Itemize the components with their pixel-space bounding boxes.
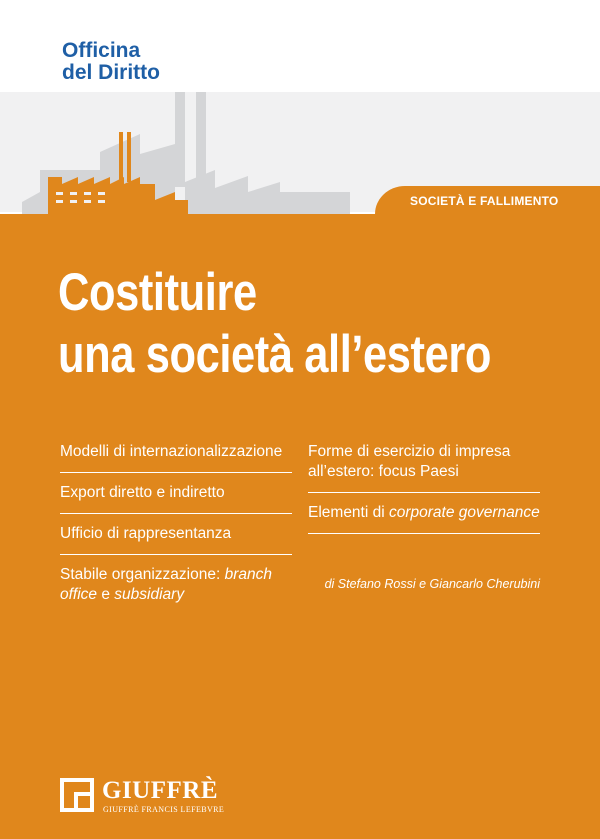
topic-item: Export diretto e indiretto <box>60 483 292 514</box>
giuffre-logo-icon <box>60 778 94 812</box>
topic-item <box>308 503 540 534</box>
topic-text: e <box>97 586 115 603</box>
authors: di Stefano Rossi e Giancarlo Cherubini <box>324 577 540 591</box>
series-line-2: del Diritto <box>62 61 160 84</box>
series-title <box>62 40 160 84</box>
publisher-logo <box>60 775 225 819</box>
series-line-1: Officina <box>62 39 141 62</box>
topic-item: Forme di esercizio di impresa all’estero: focus Paesi <box>308 442 540 493</box>
title-line-1: Costituire <box>58 263 257 322</box>
topic-item: Modelli di internazionalizzazione <box>60 442 292 473</box>
topic-text: Stabile organizzazione: <box>60 566 225 583</box>
topics-left-column <box>60 442 292 625</box>
topic-italic: branch office <box>60 566 272 603</box>
publisher-name: GIUFFRÈ <box>102 777 218 804</box>
topic-item <box>60 565 292 615</box>
category-label: SOCIETÀ E FALLIMENTO <box>410 194 559 208</box>
title-line-2: una società all’estero <box>58 325 492 384</box>
topics-right-column <box>308 442 540 544</box>
topic-italic: corporate governance <box>388 504 540 521</box>
factory-illustration <box>0 92 360 216</box>
publisher-subtitle: GIUFFRÈ FRANCIS LEFEBVRE <box>103 805 225 814</box>
topic-italic: subsidiary <box>114 586 185 603</box>
book-title <box>58 262 491 386</box>
topic-text: Elementi di <box>308 504 389 521</box>
topic-item: Ufficio di rappresentanza <box>60 524 292 555</box>
